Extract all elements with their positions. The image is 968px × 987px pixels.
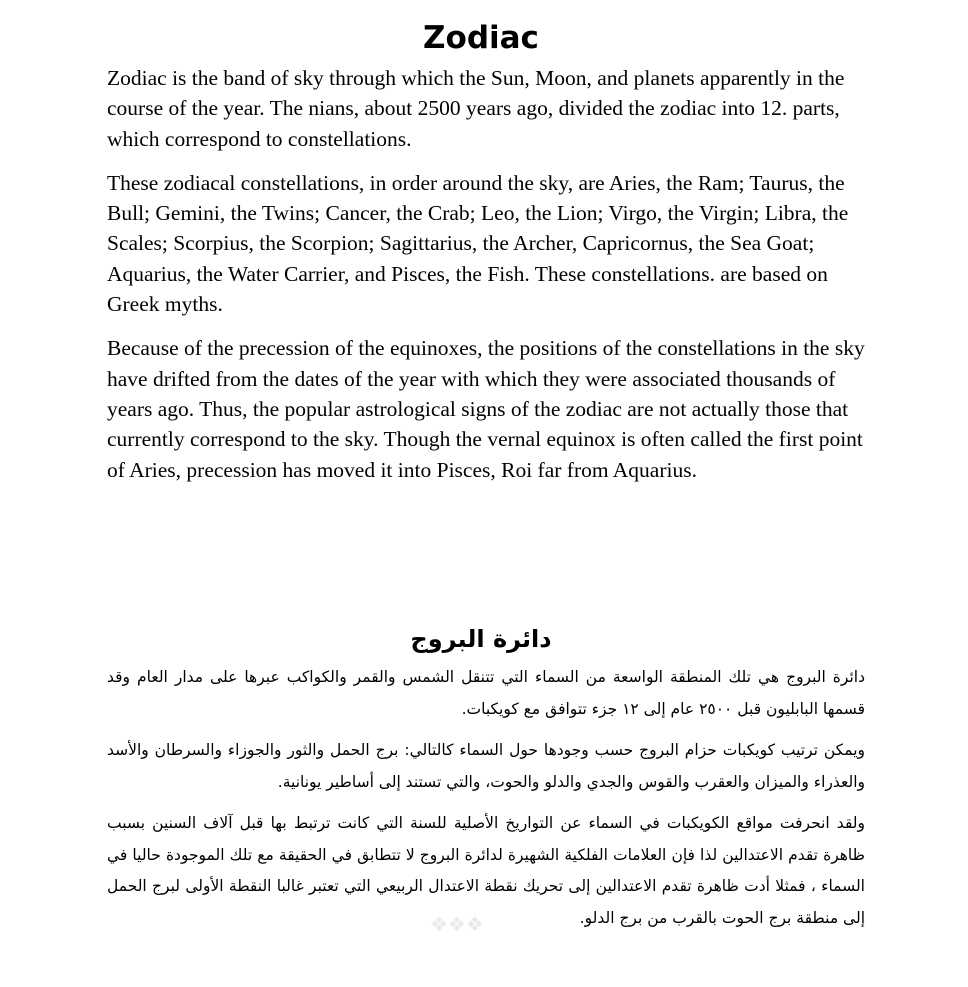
arabic-paragraph: ولقد انحرفت مواقع الكويكبات في السماء عن التواريخ الأصلية للسنة التي كانت ترتبط بها قبل آلاف السنين بسبب ظاهرة تقدم الاعتدالين لذا فإن العلامات الفلكية الشهيرة لدائرة البروج لا تتطابق في الحقيقة مع تلك الموجودة حاليا في السماء ، فمثلا أدت ظاهرة تقدم الاعتدالين إلى تحريك نقطة الاعتدال الربيعي التي تعتبر غالبا النقطة الأولى لبرج الحمل إلى منطقة برج الحوت بالقرب من برج الدلو.: [107, 814, 865, 927]
arabic-paragraph: دائرة البروج هي تلك المنطقة الواسعة من السماء التي تتنقل الشمس والقمر والكواكب عبرها على مدار العام وقد قسمها البابليون قبل ٢٥٠٠ عام إلى ١٢ جزء تتوافق مع كويكبات.: [107, 668, 865, 718]
arabic-paragraph: ويمكن ترتيب كويكبات حزام البروج حسب وجودها حول السماء كالتالي: برج الحمل والثور والجوزاء والسرطان والأسد والعذراء والميزان والعقرب والقوس والجدي والدلو والحوت، والتي تستند إلى أساطير يونانية.: [107, 741, 865, 791]
english-paragraph: These zodiacal constellations, in order around the sky, are Aries, the Ram; Taurus, the Bull; Gemini, the Twins; Cancer, the Crab; Leo, the Lion; Virgo, the Virgin; Libra, the Scales; Scorpius, the Scorpion; Sagittarius, the Archer, Capricornus, the Sea Goat; Aquarius, the Water Carrier, and Pisces, the Fish. These constellations. are based on Greek myths.: [107, 170, 849, 317]
watermark-logo: ❖❖❖: [430, 912, 484, 936]
english-title: Zodiac: [423, 20, 539, 56]
english-paragraph: Zodiac is the band of sky through which the Sun, Moon, and planets apparently in the course of the year. The nians, about 2500 years ago, divided the zodiac into 12. parts, which correspond to constellations.: [107, 66, 845, 151]
arabic-title: دائرة البروج: [410, 625, 552, 653]
english-body: [107, 63, 877, 499]
english-paragraph: Because of the precession of the equinoxes, the positions of the constellations in the sky have drifted from the dates of the year with which they were associated thousands of years ago. Thus, the popular astrological signs of the zodiac are not actually those that currently correspond to the sky. Though the vernal equinox is often called the first point of Aries, precession has moved it into Pisces, Roi far from Aquarius.: [107, 336, 865, 482]
arabic-body: [107, 662, 865, 944]
